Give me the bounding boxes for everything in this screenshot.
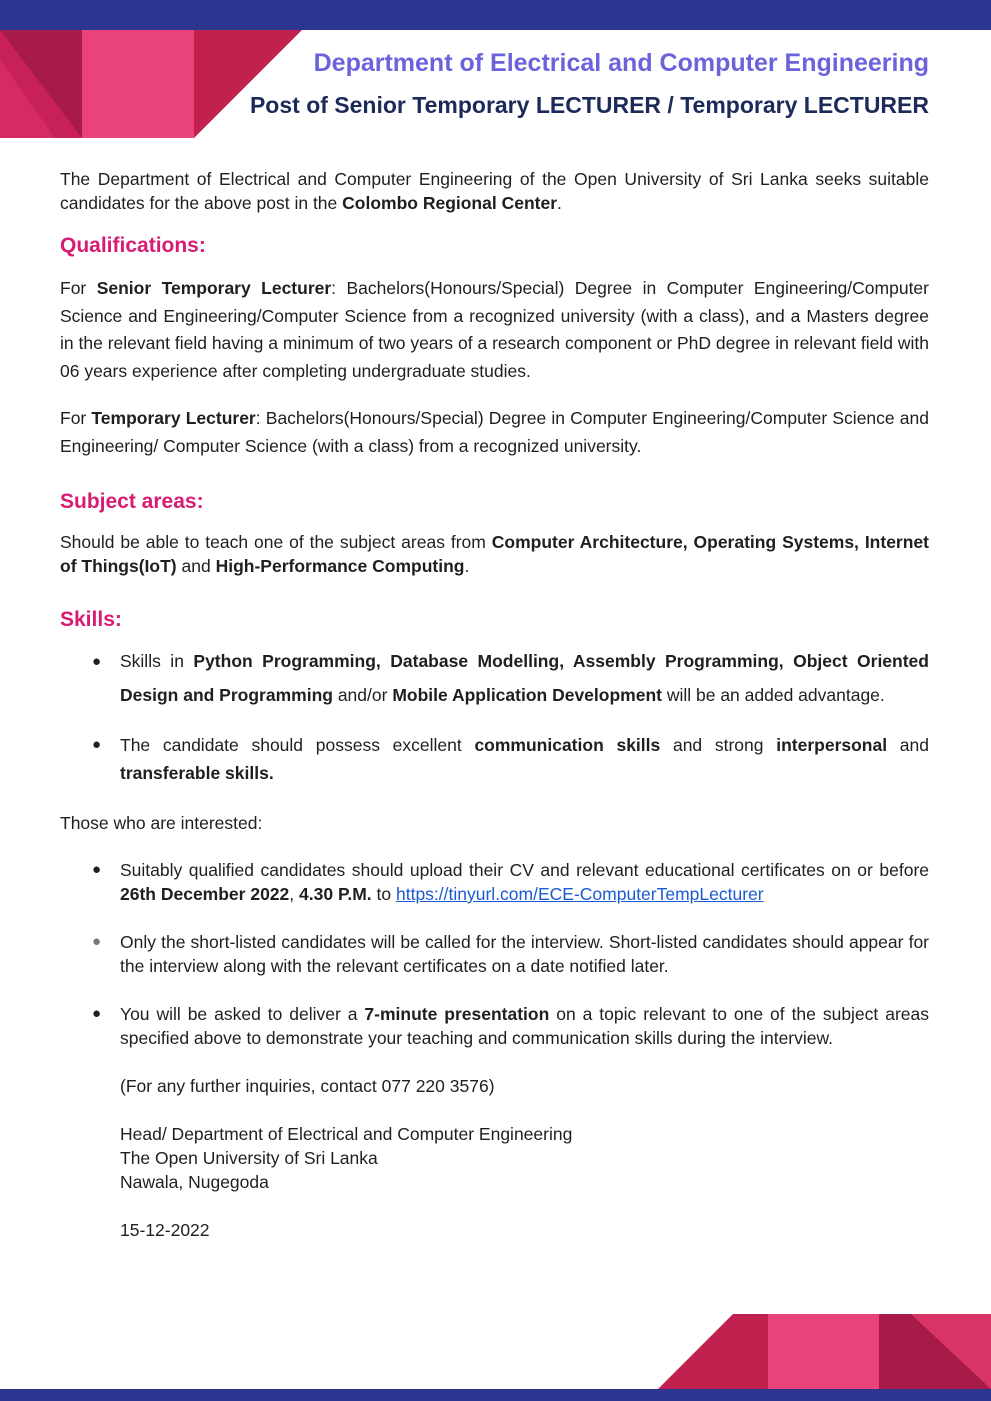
qualification-senior — [60, 275, 929, 385]
signature-line-3: Nawala, Nugegoda — [120, 1172, 269, 1192]
bullet: ● — [92, 933, 102, 950]
qualification-senior-prefix: For — [60, 278, 97, 298]
bullet: ● — [92, 1005, 102, 1022]
top-bar — [0, 0, 991, 30]
footer-decoration — [658, 1314, 991, 1389]
intro-text: The Department of Electrical and Computer Engineering of the Open University of Sri Lanka seeks suitable candidates for the above post in the — [60, 169, 929, 213]
qualification-senior-role: Senior Temporary Lecturer — [96, 278, 332, 298]
list-item — [60, 645, 929, 712]
subject-areas-paragraph — [60, 530, 929, 578]
qualifications-heading: Qualifications: — [60, 234, 206, 257]
skills-item1-andor: and/or — [332, 684, 393, 705]
interested-lead: Those who are interested: — [60, 813, 263, 833]
skills-item2-strong: and strong — [660, 735, 777, 755]
signature-line-1: Head/ Department of Electrical and Computer Engineering — [120, 1124, 573, 1144]
application-list — [60, 858, 929, 1050]
apply-to: to — [371, 884, 396, 904]
subject-areas-heading: Subject areas: — [60, 490, 204, 513]
list-item — [60, 930, 929, 978]
header-titles — [250, 47, 929, 120]
skills-item2-communication: communication skills — [474, 735, 661, 755]
presentation-duration: 7-minute presentation — [364, 1004, 550, 1024]
qualification-temporary-text: : Bachelors(Honours/Special) Degree in Computer Engineering/Computer Science and Engineering/ Computer Science (with a class) from a recognized university. — [60, 408, 929, 456]
contact-line: (For any further inquiries, contact 077 220 3576) — [120, 1076, 495, 1096]
skills-item1-mobile: Mobile Application Development — [392, 684, 662, 705]
intro-end: . — [557, 193, 562, 213]
shortlist-text: Only the short-listed candidates will be called for the interview. Short-listed candidates should appear for the interview along with the relevant certificates on a date notified later. — [120, 932, 929, 976]
skills-item1-text: Skills in — [120, 651, 194, 671]
skills-item2-text: The candidate should possess excellent — [120, 735, 475, 755]
subjects-text: Should be able to teach one of the subject areas from — [60, 532, 492, 552]
qualification-senior-text: : Bachelors(Honours/Special) Degree in Computer Engineering/Computer Science and Engineering/Computer Science from a recognized university (with a class), and a Masters degree in the relevant field having a minimum of two years of a research component or PhD degree in relevant field with 06 years experience after completing undergraduate studies. — [60, 278, 929, 381]
bottom-bar — [0, 1389, 991, 1401]
intro-paragraph — [60, 167, 929, 215]
qualification-temporary-prefix: For — [60, 408, 92, 428]
list-item — [60, 731, 929, 787]
skills-item1-bold: Python Programming, Database Modelling, Assembly Programming, Object Oriented Design and Programming — [120, 651, 929, 705]
bullet: ● — [92, 653, 102, 670]
bullet: ● — [92, 736, 102, 753]
signature-block — [60, 1122, 929, 1194]
skills-item2-and: and — [887, 735, 930, 755]
subjects-and: and — [176, 556, 216, 576]
document-date: 15-12-2022 — [120, 1220, 210, 1240]
apply-text: Suitably qualified candidates should upload their CV and relevant educational certificates on or before — [120, 860, 929, 880]
document-body — [60, 167, 929, 1242]
application-link[interactable]: https://tinyurl.com/ECE-ComputerTempLecturer — [395, 884, 764, 904]
qualification-temporary — [60, 404, 929, 460]
list-item — [60, 858, 929, 906]
skills-item2-transferable: transferable skills. — [120, 763, 274, 783]
apply-comma: , — [289, 884, 300, 904]
signature-line-2: The Open University of Sri Lanka — [120, 1148, 378, 1168]
bullet: ● — [92, 861, 102, 878]
skills-list — [60, 645, 929, 787]
apply-deadline-time: 4.30 P.M. — [299, 884, 372, 904]
presentation-text: You will be asked to deliver a — [120, 1004, 365, 1024]
deco-block-mid — [82, 30, 194, 138]
presentation-rest: on a topic relevant to one of the subject areas specified above to demonstrate your teaching and communication skills during the interview. — [120, 1004, 929, 1048]
deco-footer-wedge — [658, 1314, 768, 1389]
qualification-temporary-role: Temporary Lecturer — [91, 408, 256, 428]
list-item — [60, 1002, 929, 1050]
subjects-hpc: High-Performance Computing — [215, 556, 465, 576]
apply-deadline-date: 26th December 2022 — [120, 884, 290, 904]
intro-location: Colombo Regional Center — [342, 193, 558, 213]
skills-item2-interpersonal: interpersonal — [776, 735, 888, 755]
skills-heading: Skills: — [60, 608, 122, 631]
subjects-list: Computer Architecture, Operating Systems, Internet of Things(IoT) — [60, 532, 929, 576]
deco-footer-block-mid — [768, 1314, 879, 1389]
skills-item1-end: will be an added advantage. — [661, 684, 885, 705]
post-title: Post of Senior Temporary LECTURER / Temporary LECTURER — [249, 92, 929, 118]
department-title: Department of Electrical and Computer Engineering — [313, 49, 929, 77]
subjects-end: . — [464, 556, 470, 576]
